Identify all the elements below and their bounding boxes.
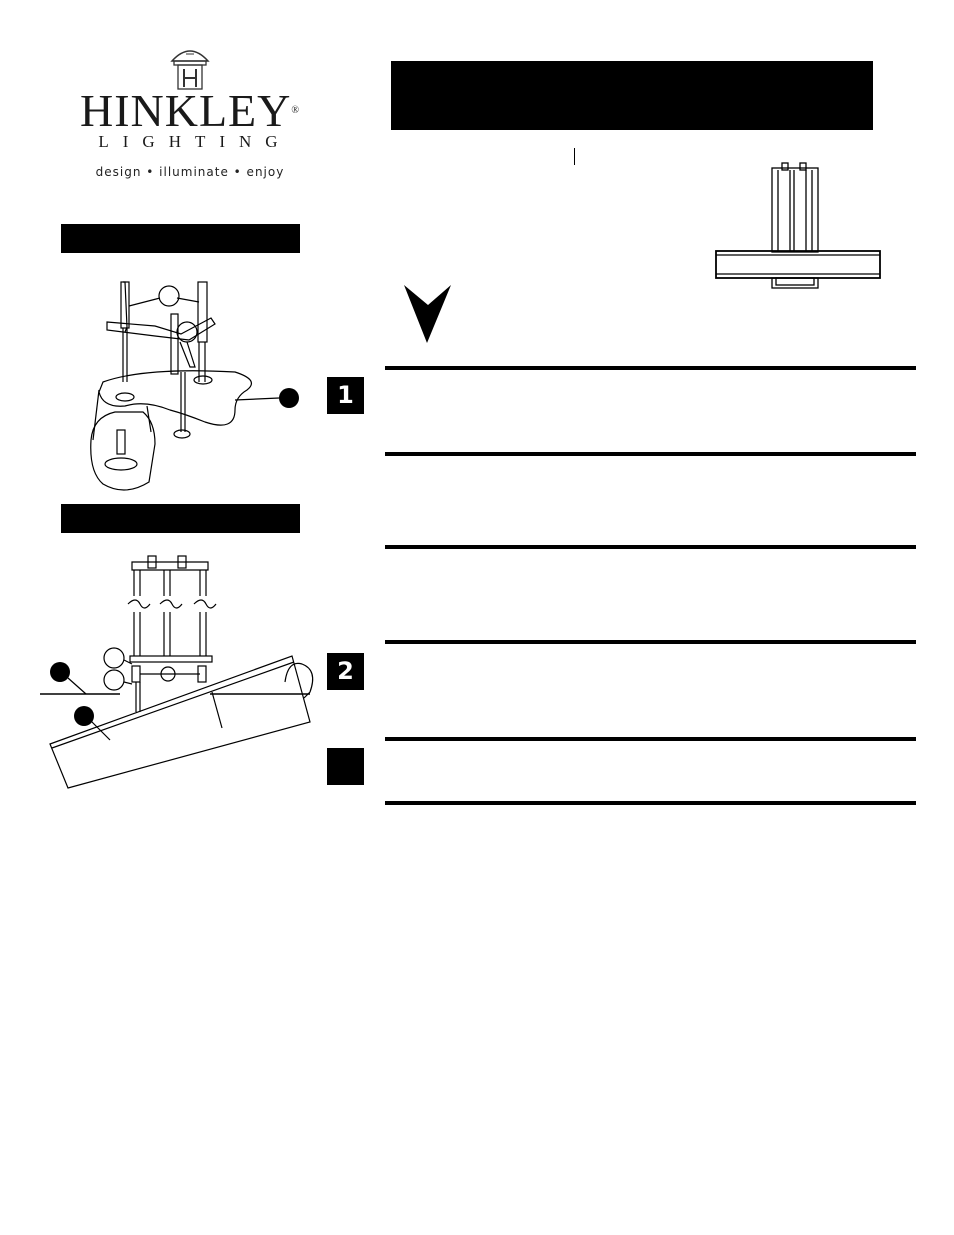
step-badge-1: 1 [327, 377, 364, 414]
title-bar [391, 61, 873, 130]
step-rule-5 [385, 737, 916, 741]
fixture-diagram-icon [714, 160, 884, 292]
step-rule-3 [385, 545, 916, 549]
step-rule-4 [385, 640, 916, 644]
section-bar-1 [61, 224, 300, 253]
brand-name: HINKLEY® [79, 85, 300, 136]
diagram-shade-install [40, 552, 330, 792]
section-bar-2 [61, 504, 300, 533]
brand-sub: LIGHTING [98, 132, 292, 151]
down-arrow-icon [398, 283, 454, 345]
step-rule-2 [385, 452, 916, 456]
step-badge-2: 2 [327, 653, 364, 690]
step-rule-6 [385, 801, 916, 805]
hinkley-logo [70, 40, 310, 185]
brand-tagline: design • illuminate • enjoy [95, 165, 285, 179]
diagram-mounting-plate [85, 272, 315, 497]
step-badge-3 [327, 748, 364, 785]
step-rule-1 [385, 366, 916, 370]
vertical-tick [574, 148, 575, 165]
